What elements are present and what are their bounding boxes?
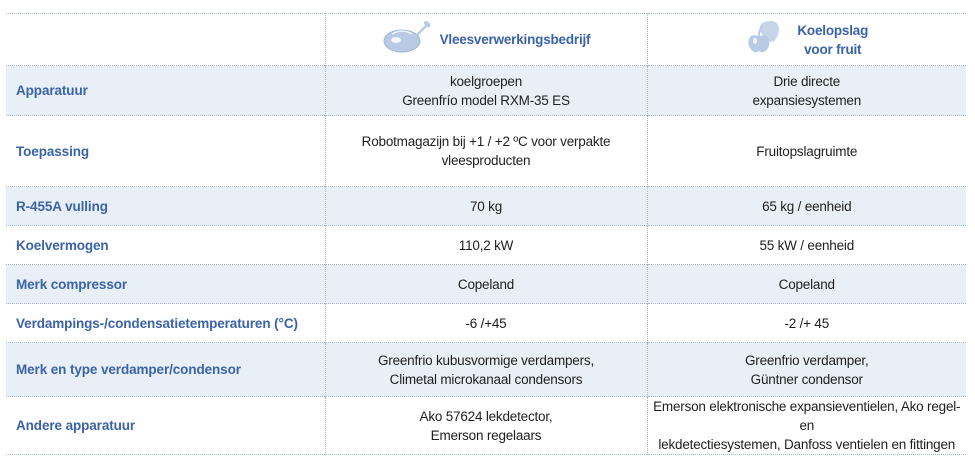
header-meat-cell bbox=[325, 14, 647, 66]
cell-meat: -6 /+45 bbox=[325, 304, 647, 343]
row-label: R-455A vulling bbox=[16, 198, 108, 214]
cell-fruit: 65 kg / eenheid bbox=[647, 187, 966, 226]
table-row bbox=[6, 343, 966, 397]
table-row bbox=[6, 265, 966, 304]
column-header-meat-label: Vleesverwerkingsbedrijf bbox=[439, 32, 591, 47]
cell-meat: koelgroepen Greenfrío model RXM-35 ES bbox=[325, 66, 647, 116]
fruit-icon bbox=[745, 19, 785, 60]
comparison-table bbox=[6, 13, 966, 455]
cell-fruit: Emerson elektronische expansieventielen, Ako regel- en lekdetectiesystemen, Danfoss ventielen en fittingen bbox=[647, 397, 966, 455]
cell-meat: Ako 57624 lekdetector, Emerson regelaars bbox=[325, 397, 647, 455]
cell-fruit: Greenfrio verdamper, Güntner condensor bbox=[647, 343, 966, 397]
row-label: Toepassing bbox=[16, 143, 90, 159]
cell-meat: 70 kg bbox=[325, 187, 647, 226]
table-row bbox=[6, 397, 966, 455]
cell-meat: Robotmagazijn bij +1 / +2 ºC voor verpakte vleesproducten bbox=[325, 116, 647, 187]
cell-meat: 110,2 kW bbox=[325, 226, 647, 265]
header-empty-cell bbox=[6, 14, 325, 66]
table-row bbox=[6, 187, 966, 226]
row-label: Andere apparatuur bbox=[16, 418, 136, 433]
row-label: Merk en type verdamper/condensor bbox=[16, 362, 241, 377]
cell-fruit: -2 /+ 45 bbox=[647, 304, 966, 343]
meat-icon bbox=[382, 20, 432, 59]
header-fruit-cell bbox=[647, 14, 966, 66]
table-row bbox=[6, 116, 966, 187]
cell-fruit: Drie directe expansiesystemen bbox=[647, 66, 966, 116]
column-header-fruit-label: Koelopslag voor fruit bbox=[797, 22, 869, 57]
table-row bbox=[6, 304, 966, 343]
table-row bbox=[6, 66, 966, 116]
row-label: Apparatuur bbox=[16, 83, 88, 98]
cell-fruit: Fruitopslagruimte bbox=[647, 116, 966, 187]
cell-fruit: 55 kW / eenheid bbox=[647, 226, 966, 265]
row-label: Verdampings-/condensatietemperaturen (°C) bbox=[16, 315, 298, 331]
column-header-meat bbox=[326, 20, 647, 59]
table-row bbox=[6, 226, 966, 265]
table-header-row bbox=[6, 14, 966, 66]
column-header-fruit bbox=[648, 19, 967, 60]
cell-meat: Copeland bbox=[325, 265, 647, 304]
row-label: Merk compressor bbox=[16, 276, 128, 292]
cell-fruit: Copeland bbox=[647, 265, 966, 304]
row-label: Koelvermogen bbox=[16, 237, 109, 253]
cell-meat: Greenfrio kubusvormige verdampers, Climetal microkanaal condensors bbox=[325, 343, 647, 397]
